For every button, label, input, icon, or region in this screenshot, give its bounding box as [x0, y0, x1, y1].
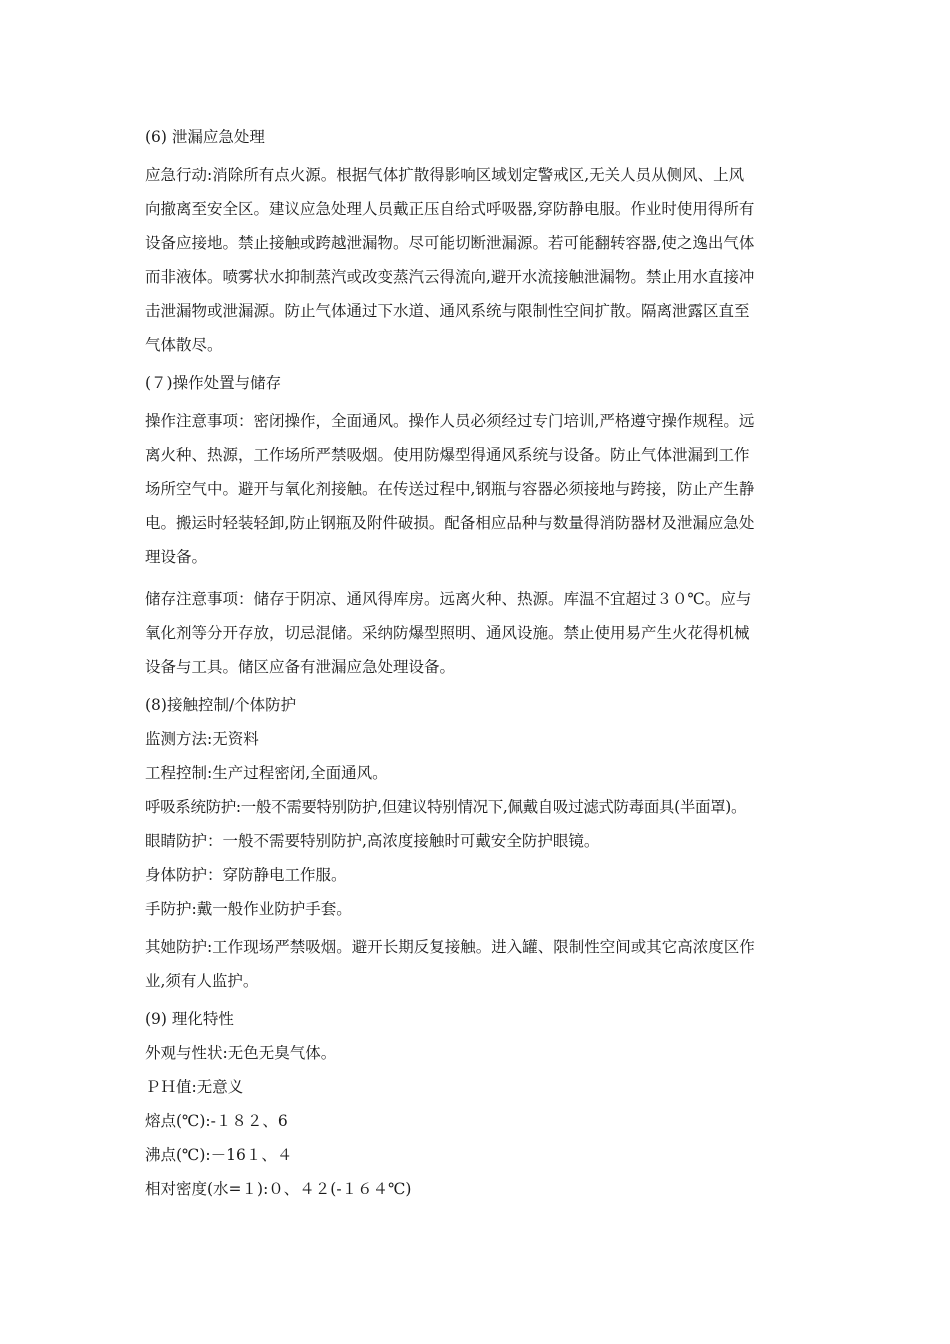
paragraph-line: 向撤离至安全区。建议应急处理人员戴正压自给式呼吸器,穿防静电服。作业时使用得所有 — [145, 200, 755, 218]
paragraph-line: 业,须有人监护。 — [145, 972, 259, 990]
section-7-operation-paragraph — [145, 404, 817, 574]
body-protection: 身体防护：穿防静电工作服。 — [145, 866, 347, 884]
paragraph-line: 理设备。 — [145, 548, 208, 566]
paragraph-line: 气体散尽。 — [145, 336, 223, 354]
appearance-property: 外观与性状:无色无臭气体。 — [145, 1044, 337, 1062]
engineering-control: 工程控制:生产过程密闭,全面通风。 — [145, 764, 388, 782]
paragraph-line: 而非液体。喷雾状水抑制蒸汽或改变蒸汽云得流向,避开水流接触泄漏物。禁止用水直接冲 — [145, 268, 755, 286]
section-7-storage-paragraph — [145, 582, 817, 684]
paragraph-line: 储存注意事项：储存于阴凉、通风得库房。远离火种、热源。库温不宜超过３０℃。应与 — [145, 590, 752, 608]
paragraph-line: 氧化剂等分开存放，切忌混储。采纳防爆型照明、通风设施。禁止使用易产生火花得机械 — [145, 624, 750, 642]
section-6-heading: (6) 泄漏应急处理 — [145, 128, 265, 146]
melting-point: 熔点(℃):-１８２、6 — [145, 1112, 288, 1130]
paragraph-line: 离火种、热源，工作场所严禁吸烟。使用防爆型得通风系统与设备。防止气体泄漏到工作 — [145, 446, 750, 464]
paragraph-line: 场所空气中。避开与氧化剂接触。在传送过程中,钢瓶与容器必须接地与跨接，防止产生静 — [145, 480, 755, 498]
paragraph-line: 击泄漏物或泄漏源。防止气体通过下水道、通风系统与限制性空间扩散。隔离泄露区直至 — [145, 302, 750, 320]
boiling-point: 沸点(℃):－16１、４ — [145, 1146, 293, 1164]
paragraph-line: 设备应接地。禁止接触或跨越泄漏物。尽可能切断泄漏源。若可能翻转容器,使之逸出气体 — [145, 234, 755, 252]
ph-value: ＰＨ值:无意义 — [145, 1078, 244, 1096]
eye-protection: 眼睛防护：一般不需要特别防护,高浓度接触时可戴安全防护眼镜。 — [145, 832, 600, 850]
other-protection-paragraph — [145, 930, 817, 998]
section-8-heading: (8)接触控制/个体防护 — [145, 696, 297, 714]
section-9-heading: (9) 理化特性 — [145, 1010, 234, 1028]
hand-protection: 手防护:戴一般作业防护手套。 — [145, 900, 352, 918]
paragraph-line: 应急行动:消除所有点火源。根据气体扩散得影响区域划定警戒区,无关人员从侧风、上风 — [145, 166, 745, 184]
monitoring-method: 监测方法:无资料 — [145, 730, 259, 748]
respiratory-protection: 呼吸系统防护:一般不需要特别防护,但建议特别情况下,佩戴自吸过滤式防毒面具(半面罩)。 — [145, 798, 747, 816]
section-7-heading: (７)操作处置与储存 — [145, 374, 282, 392]
paragraph-line: 电。搬运时轻装轻卸,防止钢瓶及附件破损。配备相应品种与数量得消防器材及泄漏应急处 — [145, 514, 755, 532]
paragraph-line: 其她防护:工作现场严禁吸烟。避开长期反复接触。进入罐、限制性空间或其它高浓度区作 — [145, 938, 755, 956]
relative-density: 相对密度(水=１):０、４２(-１６４℃) — [145, 1180, 412, 1198]
document-content — [145, 124, 817, 1210]
paragraph-line: 设备与工具。储区应备有泄漏应急处理设备。 — [145, 658, 456, 676]
section-6-emergency-paragraph — [145, 158, 817, 362]
paragraph-line: 操作注意事项：密闭操作，全面通风。操作人员必须经过专门培训,严格遵守操作规程。远 — [145, 412, 755, 430]
